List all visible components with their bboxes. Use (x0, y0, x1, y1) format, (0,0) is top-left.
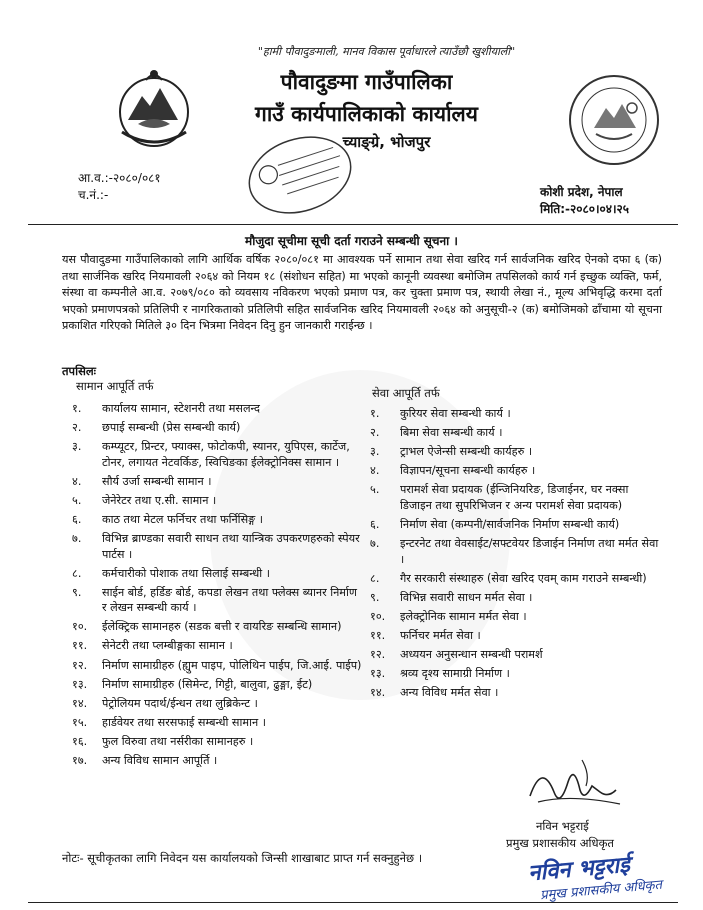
item-number: ८. (72, 566, 82, 580)
list-item (72, 474, 362, 490)
item-text: छपाई सम्बन्धी (प्रेस सम्बन्धी कार्य) (102, 421, 241, 435)
details-label: तपसिलः (62, 364, 96, 378)
list-item (370, 517, 662, 533)
item-text: कर्मचारीको पोशाक तथा सिलाई सम्बन्धी । (102, 566, 270, 580)
item-text: जेनेरेटर तथा ए.सी. सामान । (102, 493, 217, 507)
date: मिति:-२०८०।०४।२५ (540, 202, 630, 216)
item-number: १६. (72, 734, 88, 748)
item-number: १२. (370, 648, 386, 662)
item-text: सेनेटरी तथा प्लम्बीङ्गका सामान । (102, 639, 233, 653)
list-item (370, 406, 662, 422)
item-number: २. (370, 426, 380, 440)
item-text: सौर्य उर्जा सम्बन्धी सामान । (102, 474, 212, 488)
item-text: बिमा सेवा सम्बन्धी कार्य । (400, 426, 503, 440)
item-number: ११. (72, 639, 88, 653)
list-item (72, 638, 362, 654)
item-text: अध्ययन अनुसन्धान सम्बन्धी परामर्श (400, 648, 543, 662)
item-number: २. (72, 421, 82, 435)
footer-divider (28, 902, 678, 903)
notice-body: यस पौवादुङमा गाउँपालिकाको लागि आर्थिक वर्षिक २०८०/०८१ मा आवश्यक पर्ने सामान तथा सेवा खरिद गर्न सार्वजनिक खरिद ऐनको दफा ६ (क) तथा सार्जनिक खरिद नियमावली २०६४ को नियम १८ (संशोधन सहित) मा भएको कानूनी व्यवस्था बमोजिम तपसिलको कार्य गर्न इच्छुक व्यक्ति, फर्म, संस्था वा कम्पनीले आ.व. २०७९/०८० को व्यवसाय नविकरण भएको प्रमाण पत्र, कर चुक्ता प्रमाण पत्र, स्थायी लेखा नं., मूल्य अभिवृद्धि करमा दर्ता भएको प्रमाणपत्रको प्रतिलिपी र नागरिकताको प्रतिलिपी सहित सार्वजनिक खरिद नियमावली २०६४ को अनुसूची-२ (क) बमोजिमको ढाँचामा यो सूचना प्रकाशित गरिएको मितिले ३० दिन भित्रमा निवेदन दिनु हुन जानकारी गराईन्छ । (62, 253, 662, 332)
list-item (370, 425, 662, 441)
list-item (72, 734, 362, 750)
office-stamp-icon (240, 125, 360, 225)
goods-list (72, 401, 362, 772)
header-divider (28, 224, 678, 225)
province: कोशी प्रदेश, नेपाल (540, 185, 623, 199)
item-text: काठ तथा मेटल फर्निचर तथा फर्निसिङ्ग । (102, 512, 264, 526)
item-number: ५. (370, 483, 380, 497)
item-text: कार्यालय सामान, स्टेशनरी तथा मसलन्द (102, 402, 260, 415)
item-text: निर्माण सामाग्रीहरु (ह्युम पाइप, पोलिथिन पाईप, जि.आई. पाईप) (102, 658, 362, 672)
list-item (72, 753, 362, 769)
goods-heading: सामान आपूर्ति तर्फ (76, 379, 154, 393)
item-number: १७. (72, 754, 88, 767)
item-text: निर्माण सेवा (कम्पनी/सार्वजनिक निर्माण सम्बन्धी कार्य) (400, 517, 620, 531)
municipality-name: पौवादुङमा गाउँपालिका (280, 70, 453, 94)
list-item (72, 696, 362, 712)
list-item (72, 401, 362, 417)
item-number: १३. (72, 677, 88, 691)
item-number: १५. (72, 715, 88, 729)
item-text: ट्राभल ऐजेन्सी सम्बन्धी कार्यहरु । (400, 445, 533, 459)
title-stamp: प्रमुख प्रशासकीय अधिकृत (539, 877, 663, 904)
motto: "हामी पौवादुङमाली, मानव विकास पूर्वाधारले त्याउँछौ खुशीयाली" (257, 45, 516, 58)
list-item (370, 647, 662, 663)
services-list (370, 406, 662, 704)
item-text: विभिन्न सवारी साधन मर्मत सेवा । (400, 590, 533, 604)
office-name: गाउँ कार्यपालिकाको कार्यालय (255, 102, 478, 126)
item-number: ९. (370, 590, 380, 604)
province-date-block (540, 184, 629, 218)
services-heading: सेवा आपूर्ति तर्फ (372, 386, 440, 400)
item-text: इलेक्ट्रोनिक सामान मर्मत सेवा । (400, 609, 527, 623)
name-stamp: नविन भट्टराई (527, 852, 631, 887)
item-number: १४. (72, 696, 88, 710)
list-item (72, 439, 362, 470)
item-number: ९. (72, 585, 82, 599)
signatory-name: नविन भट्टराई (536, 819, 589, 833)
item-text: साईन बोर्ड, हर्डिङ बोर्ड, कपडा लेखन तथा फ्लेक्स ब्यानर निर्माण र लेखन सम्बन्धी कार्य । (102, 585, 357, 615)
item-number: ६. (72, 512, 82, 526)
signatory-title: प्रमुख प्रशासकीय अधिकृत (506, 836, 614, 850)
item-number: ४. (72, 474, 82, 488)
list-item (370, 463, 662, 479)
list-item (370, 666, 662, 682)
list-item (370, 482, 662, 513)
item-text: कुरियर सेवा सम्बन्धी कार्य । (400, 407, 511, 420)
list-item (72, 566, 362, 582)
item-number: ५. (72, 493, 82, 507)
notice-subject: मौजुदा सूचीमा सूची दर्ता गराउने सम्बन्धी सूचना । (245, 234, 458, 248)
item-text: विभिन्न ब्राण्डका सवारी साधन तथा यान्त्रिक उपकरणहरुको स्पेयर पार्टस । (102, 532, 360, 561)
office-address: च्याङ्ग्रे, भोजपुर (342, 133, 431, 151)
list-item (370, 685, 662, 701)
item-text: परामर्श सेवा प्रदायक (ईन्जिनियरिङ, डिजाईनर, घर नक्सा डिजाइन तथा सुपरिभिजन र अन्य परामर्श सेवा प्रदायक) (400, 483, 629, 512)
item-number: ६. (370, 517, 380, 531)
item-number: १. (370, 407, 380, 420)
item-number: ४. (370, 464, 380, 478)
list-item (72, 512, 362, 528)
item-text: अन्य विविध मर्मत सेवा । (400, 686, 499, 700)
item-number: ३. (370, 445, 380, 459)
item-text: निर्माण सामाग्रीहरु (सिमेन्ट, गिट्टी, बालुवा, ढुङ्गा, ईट) (102, 677, 313, 691)
list-item (72, 493, 362, 509)
list-item (370, 536, 662, 567)
municipality-seal-icon (566, 72, 662, 168)
item-text: पेट्रोलियम पदार्थ/ईन्धन तथा लुब्रिकेन्ट । (102, 696, 258, 710)
list-item (72, 677, 362, 693)
item-number: ७. (72, 532, 82, 546)
item-number: १३. (370, 667, 386, 681)
list-item (72, 715, 362, 731)
footnote: नोटः- सूचीकृतका लागि निवेदन यस कार्यालयको जिन्सी शाखाबाट प्राप्त गर्न सक्नुहुनेछ । (62, 851, 423, 865)
item-text: हार्डवेयर तथा सरसफाई सम्बन्धी सामान । (102, 715, 266, 729)
item-number: १०. (72, 620, 88, 634)
reference-block (78, 170, 161, 204)
item-text: फुल विरुवा तथा नर्सरीका सामानहरु । (102, 734, 254, 748)
list-item (72, 420, 362, 436)
item-text: अन्य विविध सामान आपूर्ति । (102, 754, 218, 767)
item-text: श्रव्य दृश्य सामाग्री निर्माण । (400, 667, 510, 681)
dispatch-number: च.नं.:- (78, 188, 109, 202)
signature-icon (520, 752, 630, 814)
item-number: ११. (370, 628, 386, 642)
item-number: १. (72, 402, 82, 415)
item-number: १२. (72, 658, 88, 672)
item-text: विज्ञापन/सूचना सम्बन्धी कार्यहरु । (400, 464, 536, 478)
item-number: ३. (72, 440, 82, 454)
item-text: कम्प्यूटर, प्रिन्टर, फ्याक्स, फोटोकपी, स्यानर, युपिएस, कार्टेज, टोनर, लगायत नेटवर्किङ, स्विचिङका ईलेक्ट्रोनिक्स सामान । (102, 440, 350, 469)
list-item (370, 628, 662, 644)
item-text: गैर सरकारी संस्थाहरु (सेवा खरिद एवम् काम गराउने सम्बन्धी) (400, 571, 647, 585)
fiscal-year: आ.व.:-२०८०/०८१ (78, 171, 161, 185)
item-text: इन्टरनेट तथा वेवसाईट/सफ्टवेयर डिजाईन निर्माण तथा मर्मत सेवा । (400, 537, 659, 566)
item-number: ७. (370, 537, 380, 551)
item-text: ईलेक्ट्रिक सामानहरु (सडक बत्ती र वायरिङ सम्बन्धि सामान) (102, 620, 342, 634)
list-item (370, 571, 662, 587)
list-item (370, 444, 662, 460)
item-number: १४. (370, 686, 386, 700)
item-number: १०. (370, 609, 386, 623)
list-item (72, 531, 362, 562)
list-item (72, 585, 362, 616)
list-item (72, 658, 362, 674)
list-item (370, 609, 662, 625)
list-item (370, 590, 662, 606)
item-number: ८. (370, 571, 380, 585)
item-text: फर्निचर मर्मत सेवा । (400, 628, 481, 642)
list-item (72, 619, 362, 635)
